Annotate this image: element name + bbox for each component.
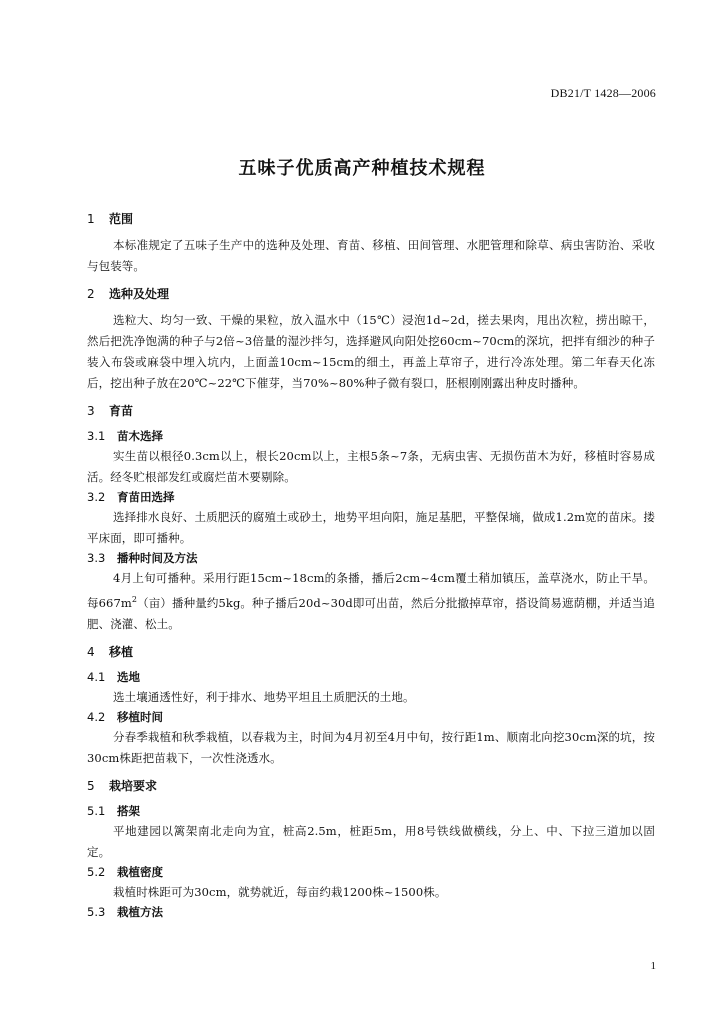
- document-title: 五味子优质高产种植技术规程: [238, 158, 486, 179]
- section-number: 3: [87, 404, 95, 418]
- paragraph-text-part: 4月上旬可播种。采用行距15cm~18cm的条播，播后2cm~4cm覆土稍加镇压，盖草浇水，防止干旱。每667m: [87, 571, 655, 610]
- subsection-title: 播种时间及方法: [117, 551, 198, 565]
- section-title: 栽培要求: [109, 778, 158, 793]
- section-5-heading: [87, 776, 655, 796]
- section-title: 育苗: [109, 404, 134, 418]
- subsection-title: 选地: [117, 669, 140, 684]
- section-1-paragraph: 本标准规定了五味子生产中的选种及处理、育苗、移植、田间管理、水肥管理和除草、病虫害防治、采收与包装等。: [87, 238, 655, 273]
- subsection-title: 育苗田选择: [117, 490, 175, 504]
- subsection-number: 4.1: [87, 669, 106, 684]
- subsection-3-1-paragraph: 实生苗以根径0.3cm以上，根长20cm以上，主根5条~7条，无病虫害、无损伤苗木为好，移植时容易成活。经冬贮根部发红或腐烂苗木要剔除。: [87, 449, 655, 484]
- subsection-title: 苗木选择: [117, 429, 163, 443]
- subsection-5-3-heading: [87, 903, 655, 922]
- section-number: 4: [87, 644, 95, 659]
- subsection-3-2-heading: [87, 488, 655, 507]
- subsection-number: 4.2: [87, 709, 106, 724]
- subsection-3-2-paragraph: 选择排水良好、土质肥沃的腐殖土或砂土，地势平坦向阳，施足基肥，平整保墒，做成1.2m宽的苗床。搂平床面，即可播种。: [87, 510, 655, 545]
- subsection-4-1-heading: [87, 668, 655, 687]
- paragraph-text-part: （亩）播种量约5kg。种子播后20d~30d即可出苗，然后分批撤掉草帘，搭设简易遮荫棚，并适当追肥、浇灌、松土。: [87, 595, 655, 631]
- subsection-title: 搭架: [117, 803, 140, 818]
- subsection-title: 栽植密度: [117, 864, 163, 879]
- subsection-number: 5.2: [87, 864, 106, 879]
- section-2-paragraph: 选粒大、均匀一致、干燥的果粒，放入温水中（15℃）浸泡1d~2d，搓去果肉，甩出次粒，捞出晾干，然后把洗净饱满的种子与2倍~3倍量的湿沙拌匀，选择避风向阳处挖60cm~70cm的深坑，把拌有细沙的种子装入布袋或麻袋中埋入坑内，上面盖10cm~15cm的细土，再盖上草帘子，进行冷冻处理。第二年春天化冻后，挖出种子放在20℃~22℃下催芽，当70%~80%种子微有裂口，胚根刚刚露出种皮时播种。: [87, 313, 655, 390]
- section-number: 2: [87, 287, 95, 301]
- document-body: [87, 209, 655, 922]
- subsection-3-3-heading: [87, 549, 655, 568]
- subsection-3-1-heading: [87, 427, 655, 446]
- subsection-3-3-paragraph: [87, 568, 655, 635]
- subsection-number: 3.2: [87, 490, 106, 504]
- section-4-heading: [87, 642, 655, 662]
- section-2-heading: [87, 284, 655, 304]
- subsection-number: 3.1: [87, 429, 106, 443]
- standard-code: DB21/T 1428—2006: [550, 86, 656, 100]
- section-1-heading: [87, 209, 655, 229]
- subsection-4-1-paragraph: 选土壤通透性好，利于排水、地势平坦且土质肥沃的土地。: [113, 689, 415, 704]
- section-number: 5: [87, 778, 95, 793]
- subsection-5-1-paragraph: 平地建园以篱架南北走向为宜，桩高2.5m，桩距5m，用8号铁线做横线，分上、中、下拉三道加以固定。: [87, 823, 655, 859]
- subsection-5-2-heading: [87, 863, 655, 882]
- subsection-5-2-paragraph: 栽植时株距可为30cm，就势就近，每亩约栽1200株~1500株。: [113, 884, 447, 899]
- subsection-4-2-paragraph: 分春季栽植和秋季栽植，以春栽为主，时间为4月初至4月中旬，按行距1m、顺南北向挖30cm深的坑，按30cm株距把苗栽下，一次性浇透水。: [87, 729, 655, 765]
- subsection-title: 栽植方法: [117, 904, 163, 919]
- section-number: 1: [87, 212, 95, 226]
- subsection-title: 移植时间: [117, 709, 163, 724]
- subsection-number: 3.3: [87, 551, 106, 565]
- section-title: 范围: [109, 212, 134, 226]
- page-number: 1: [650, 960, 656, 972]
- subsection-number: 5.1: [87, 803, 106, 818]
- subsection-number: 5.3: [87, 904, 106, 919]
- section-title: 选种及处理: [109, 287, 170, 301]
- section-title: 移植: [109, 644, 134, 659]
- subsection-4-2-heading: [87, 708, 655, 727]
- subsection-5-1-heading: [87, 802, 655, 821]
- section-3-heading: [87, 401, 655, 421]
- superscript: 2: [131, 595, 138, 604]
